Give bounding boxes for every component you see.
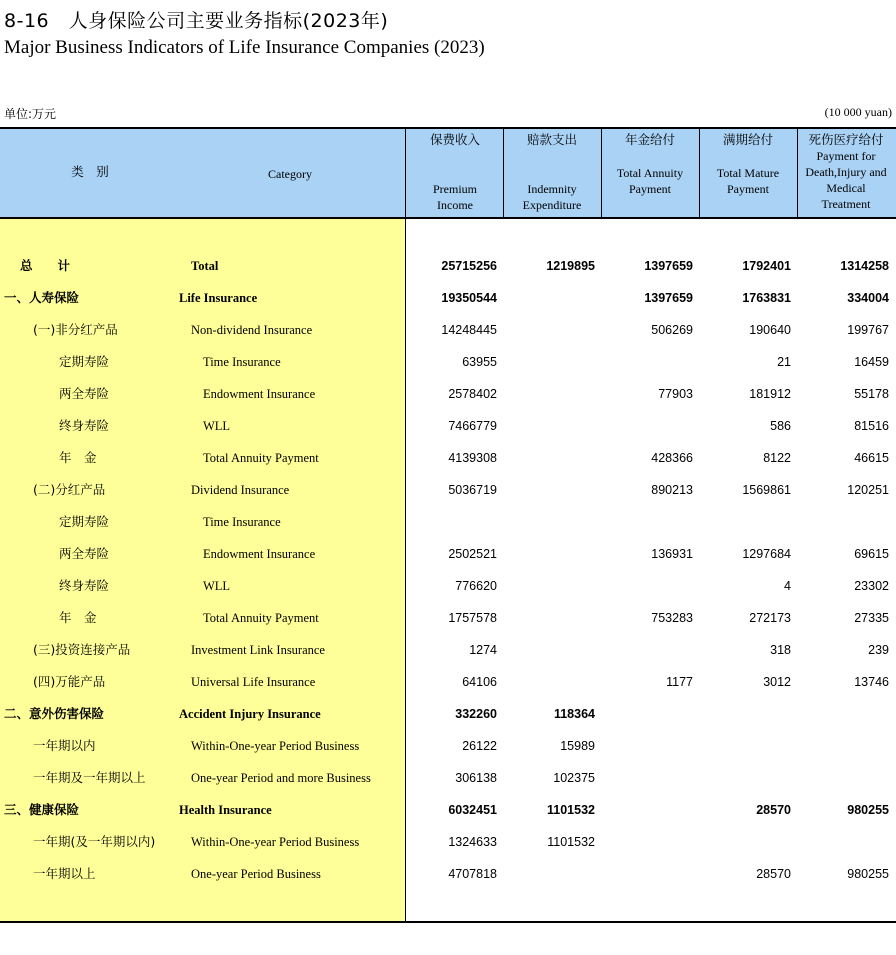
row-label-cn: 定期寿险 xyxy=(59,354,110,369)
header-death-injury-cn: 死伤医疗给付 xyxy=(808,132,884,147)
value-cell: 334004 xyxy=(847,291,889,305)
value-cell: 1314258 xyxy=(840,259,889,273)
row-label-en: Within-One-year Period Business xyxy=(191,739,360,753)
table-row xyxy=(0,768,896,788)
row-label-cn: (二)分红产品 xyxy=(33,482,106,497)
value-cell: 28570 xyxy=(756,867,791,881)
table-row xyxy=(0,704,896,724)
value-cell: 1763831 xyxy=(742,291,791,305)
table-row xyxy=(0,416,896,436)
row-label-cn: 年 金 xyxy=(59,450,97,465)
value-cell: 190640 xyxy=(749,323,791,337)
value-cell: 4139308 xyxy=(448,451,497,465)
value-cell: 1324633 xyxy=(448,835,497,849)
row-label-en: Accident Injury Insurance xyxy=(179,707,321,721)
column-divider xyxy=(699,129,700,217)
row-label-en: Non-dividend Insurance xyxy=(191,323,313,337)
table-row xyxy=(0,800,896,820)
row-label-cn: 终身寿险 xyxy=(59,578,110,593)
table-row xyxy=(0,288,896,308)
row-label-en: Investment Link Insurance xyxy=(191,643,325,657)
row-label-en: Life Insurance xyxy=(179,291,258,305)
row-label-cn: 一年期及一年期以上 xyxy=(33,770,146,785)
value-cell: 980255 xyxy=(847,803,889,817)
value-cell: 1397659 xyxy=(644,259,693,273)
row-label-en: WLL xyxy=(203,579,231,593)
row-label-cn: (三)投资连接产品 xyxy=(33,642,131,657)
row-label-cn: 一、人寿保险 xyxy=(4,290,80,305)
value-cell: 55178 xyxy=(854,387,889,401)
table-row xyxy=(0,640,896,660)
value-cell: 27335 xyxy=(854,611,889,625)
row-label-en: Endowment Insurance xyxy=(203,387,316,401)
table-row xyxy=(0,576,896,596)
header-premium-en: Premium Income xyxy=(433,182,477,212)
table-row xyxy=(0,480,896,500)
value-cell: 1397659 xyxy=(644,291,693,305)
column-divider xyxy=(797,129,798,217)
value-cell: 181912 xyxy=(749,387,791,401)
value-cell: 272173 xyxy=(749,611,791,625)
row-label-en: Total Annuity Payment xyxy=(203,451,319,465)
value-cell: 1101532 xyxy=(547,835,595,849)
table-row xyxy=(0,832,896,852)
header-annuity-en: Total Annuity Payment xyxy=(616,166,684,196)
value-cell: 5036719 xyxy=(448,483,497,497)
page-title-cn: 8-16 人身保险公司主要业务指标(2023年) xyxy=(4,10,389,32)
value-cell: 1219895 xyxy=(546,259,595,273)
row-label-en: Time Insurance xyxy=(203,515,281,529)
row-label-cn: 一年期以上 xyxy=(33,866,96,881)
value-cell: 7466779 xyxy=(448,419,497,433)
row-label-cn: 定期寿险 xyxy=(59,514,110,529)
value-cell: 1177 xyxy=(666,675,693,689)
value-cell: 77903 xyxy=(658,387,693,401)
value-cell: 14248445 xyxy=(441,323,497,337)
value-cell: 586 xyxy=(770,419,791,433)
header-category-en: Category xyxy=(268,167,312,181)
value-cell: 506269 xyxy=(651,323,693,337)
value-cell: 19350544 xyxy=(441,291,497,305)
value-cell: 28570 xyxy=(756,803,791,817)
row-label-en: Within-One-year Period Business xyxy=(191,835,360,849)
row-label-en: Dividend Insurance xyxy=(191,483,290,497)
table-row xyxy=(0,608,896,628)
value-cell: 136931 xyxy=(651,547,693,561)
header-bottom-rule xyxy=(0,217,896,219)
value-cell: 3012 xyxy=(763,675,791,689)
value-cell: 64106 xyxy=(462,675,497,689)
value-cell: 1101532 xyxy=(547,803,595,817)
row-label-cn: 两全寿险 xyxy=(59,546,110,561)
table-row xyxy=(0,320,896,340)
value-cell: 102375 xyxy=(553,771,595,785)
table-bottom-rule xyxy=(0,921,896,923)
row-label-cn: 一年期(及一年期以内) xyxy=(33,834,156,849)
row-label-en: Time Insurance xyxy=(203,355,281,369)
row-label-cn: 总 计 xyxy=(20,258,71,273)
row-label-en: Health Insurance xyxy=(179,803,272,817)
value-cell: 306138 xyxy=(455,771,497,785)
table-row xyxy=(0,544,896,564)
value-cell: 753283 xyxy=(651,611,693,625)
row-label-cn: 三、健康保险 xyxy=(4,802,80,817)
column-divider xyxy=(503,129,504,217)
row-label-en: Endowment Insurance xyxy=(203,547,316,561)
row-label-cn: 年 金 xyxy=(59,610,97,625)
table-row xyxy=(0,352,896,372)
row-label-en: Total Annuity Payment xyxy=(203,611,319,625)
header-category-cn: 类 别 xyxy=(71,164,109,179)
header-mature-cn: 满期给付 xyxy=(722,132,773,147)
value-cell: 1274 xyxy=(469,643,497,657)
header-death-injury-en: Payment for Death,Injury and Medical Treatment xyxy=(805,149,887,211)
value-cell: 63955 xyxy=(462,355,497,369)
value-cell: 4 xyxy=(784,579,791,593)
value-cell: 980255 xyxy=(847,867,889,881)
value-cell: 26122 xyxy=(462,739,497,753)
row-label-cn: 终身寿险 xyxy=(59,418,110,433)
value-cell: 1297684 xyxy=(742,547,791,561)
value-cell: 2502521 xyxy=(448,547,497,561)
value-cell: 6032451 xyxy=(448,803,497,817)
value-cell: 81516 xyxy=(854,419,889,433)
unit-label-cn: 单位:万元 xyxy=(4,107,57,121)
header-indemnity-en: Indemnity Expenditure xyxy=(522,182,582,212)
value-cell: 118364 xyxy=(553,707,595,721)
value-cell: 890213 xyxy=(651,483,693,497)
header-indemnity-cn: 赔款支出 xyxy=(526,132,577,147)
row-label-cn: 二、意外伤害保险 xyxy=(4,706,105,721)
header-premium-cn: 保费收入 xyxy=(429,132,480,147)
row-label-cn: 两全寿险 xyxy=(59,386,110,401)
value-cell: 25715256 xyxy=(441,259,497,273)
value-cell: 332260 xyxy=(455,707,497,721)
value-cell: 2578402 xyxy=(448,387,497,401)
value-cell: 199767 xyxy=(847,323,889,337)
row-label-cn: 一年期以内 xyxy=(33,738,96,753)
table-row xyxy=(0,864,896,884)
value-cell: 13746 xyxy=(854,675,889,689)
row-label-cn: (一)非分红产品 xyxy=(33,322,118,337)
table-row xyxy=(0,512,896,532)
value-cell: 69615 xyxy=(854,547,889,561)
value-cell: 15989 xyxy=(560,739,595,753)
value-cell: 318 xyxy=(770,643,791,657)
value-cell: 1569861 xyxy=(742,483,791,497)
unit-label-en: (10 000 yuan) xyxy=(824,105,892,119)
value-cell: 1792401 xyxy=(742,259,791,273)
value-cell: 16459 xyxy=(854,355,889,369)
value-cell: 1757578 xyxy=(448,611,497,625)
value-cell: 120251 xyxy=(847,483,889,497)
header-annuity-cn: 年金给付 xyxy=(624,132,675,147)
row-label-en: Universal Life Insurance xyxy=(191,675,316,689)
table-row xyxy=(0,736,896,756)
value-cell: 4707818 xyxy=(448,867,497,881)
row-label-en: Total xyxy=(191,259,219,273)
value-cell: 8122 xyxy=(763,451,791,465)
header-mature-en: Total Mature Payment xyxy=(716,166,780,196)
value-cell: 776620 xyxy=(455,579,497,593)
table-top-rule xyxy=(0,127,896,129)
value-cell: 428366 xyxy=(651,451,693,465)
table-row xyxy=(0,672,896,692)
value-cell: 23302 xyxy=(854,579,889,593)
row-label-en: One-year Period Business xyxy=(191,867,321,881)
value-cell: 239 xyxy=(868,643,889,657)
value-cell: 21 xyxy=(777,355,791,369)
row-label-en: One-year Period and more Business xyxy=(191,771,371,785)
table-row xyxy=(0,448,896,468)
column-divider xyxy=(601,129,602,217)
row-label-en: WLL xyxy=(203,419,231,433)
table-row xyxy=(0,256,896,276)
value-cell: 46615 xyxy=(854,451,889,465)
page-title-en: Major Business Indicators of Life Insurance Companies (2023) xyxy=(4,37,485,58)
row-label-cn: (四)万能产品 xyxy=(33,674,106,689)
table-row xyxy=(0,384,896,404)
